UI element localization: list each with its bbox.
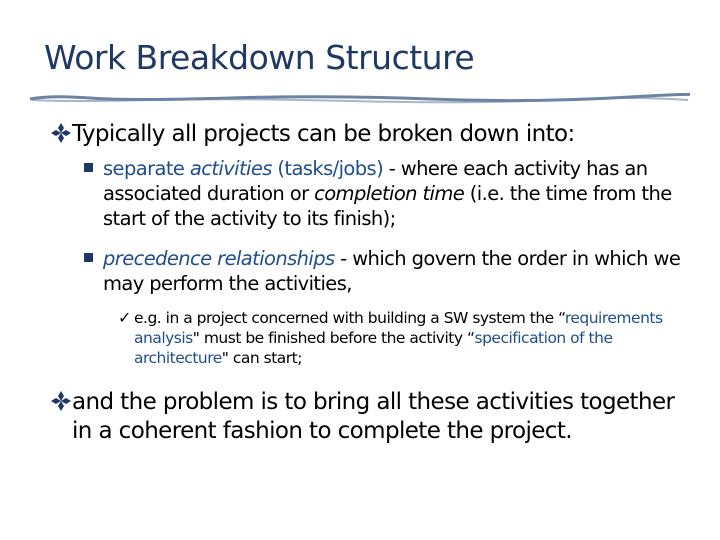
desc-b: (i.e. the time from the start of the activity to its finish); bbox=[103, 182, 672, 230]
example-part2: " must be finished before the activity “ bbox=[192, 329, 475, 347]
bullet-text: Typically all projects can be broken down into: bbox=[72, 121, 575, 147]
term-italic: precedence relationships bbox=[103, 247, 335, 270]
square-bullet-icon bbox=[84, 163, 93, 172]
term-italic: activities bbox=[189, 157, 272, 180]
example-part1: e.g. in a project concerned with building a SW system the “ bbox=[134, 309, 565, 327]
example-highlight-2: specification of the architecture bbox=[134, 329, 613, 367]
bullet-typically bbox=[50, 120, 680, 149]
example-bullet bbox=[118, 308, 688, 368]
example-highlight-1: requirements analysis bbox=[134, 309, 663, 347]
square-bullet-icon bbox=[84, 253, 93, 262]
term-tail: (tasks/jobs) bbox=[271, 157, 384, 180]
bullet-problem bbox=[50, 388, 680, 446]
sub-bullet-text bbox=[84, 156, 684, 231]
desc: - which govern the order in which we may perform the activities, bbox=[103, 247, 681, 295]
sub-bullet-precedence bbox=[84, 246, 684, 296]
example-part3: " can start; bbox=[221, 349, 302, 367]
desc-a: - where each activity has an associated duration or bbox=[103, 157, 648, 205]
diamond-bullet-icon bbox=[50, 122, 72, 144]
sub-bullet-activities bbox=[84, 156, 684, 231]
term-prefix: separate bbox=[103, 157, 190, 180]
slide-title: Work Breakdown Structure bbox=[44, 38, 475, 77]
example-text bbox=[118, 308, 688, 368]
checkmark-bullet-icon: ✓ bbox=[118, 308, 131, 327]
bullet-text: and the problem is to bring all these activities together in a coherent fashion to complete the project. bbox=[72, 389, 675, 444]
sub-bullet-text bbox=[84, 246, 684, 296]
diamond-bullet-icon bbox=[50, 390, 72, 412]
desc-italic: completion time bbox=[314, 182, 465, 205]
title-underline bbox=[30, 93, 690, 105]
